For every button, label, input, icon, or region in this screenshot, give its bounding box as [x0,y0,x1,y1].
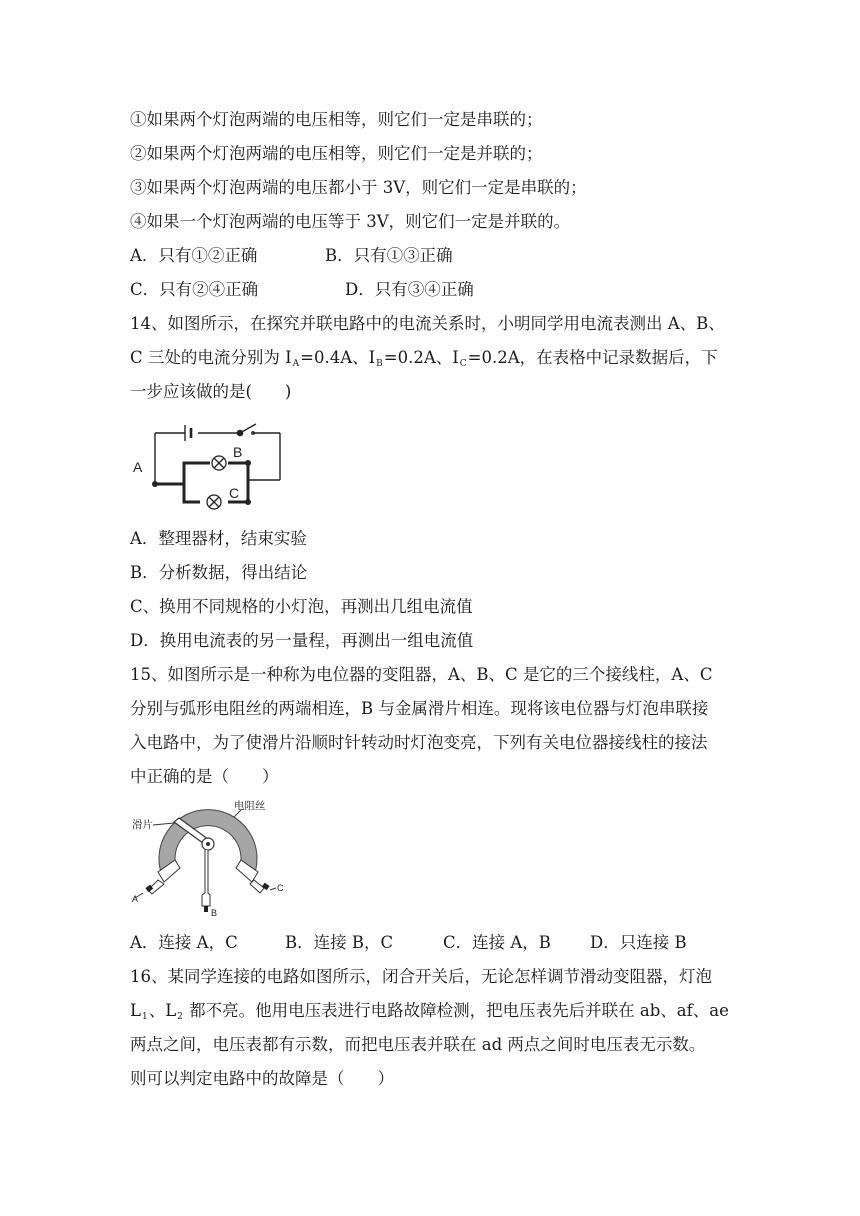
q15-option-b: B．连接 B，C [285,933,394,952]
q13-statement-1: ①如果两个灯泡两端的电压相等，则它们一定是串联的； [130,110,543,129]
q14-option-a: A．整理器材，结束实验 [130,529,307,548]
q13-statement-4: ④如果一个灯泡两端的电压等于 3V，则它们一定是并联的。 [130,212,571,231]
q14-option-b: B．分析数据，得出结论 [130,563,308,582]
q15-label-resistance-wire: 电阻丝 [234,800,266,812]
q15-label-a: A [132,894,139,904]
q13-statement-2: ②如果两个灯泡两端的电压相等，则它们一定是并联的； [130,144,543,163]
q16-stem-line-3: 两点之间，电压表都有示数，而把电压表并联在 ad 两点之间时电压表无示数。 [130,1035,706,1054]
q14-option-c: C、换用不同规格的小灯泡，再测出几组电流值 [130,597,473,616]
q13-statement-3: ③如果两个灯泡两端的电压都小于 3V，则它们一定是串联的； [130,178,587,197]
q14-parallel-circuit-diagram [130,418,290,518]
switch-icon [237,424,256,436]
q15-option-a: A．连接 A，C [130,933,238,952]
lamp-b-icon [212,456,226,470]
q16-stem-line-2: $L_1$、$L_2$ 都不亮。他用电压表进行电路故障检测，把电压表先后并联在 ab、af、ae [130,1001,729,1022]
q15-label-b: B [211,908,218,918]
q14-option-d: D．换用电流表的另一量程，再测出一组电流值 [130,631,474,650]
q15-option-c: C．连接 A，B [443,933,551,952]
q13-option-c: C．只有②④正确 [130,280,259,299]
q13-option-b: B．只有①③正确 [325,246,453,265]
q15-stem-line-2: 分别与弧形电阻丝的两端相连，B 与金属滑片相连。现将该电位器与灯泡串联接 [130,699,709,718]
q14-label-a: A [133,459,143,475]
battery-icon [185,425,191,441]
q15-stem-line-1: 15、如图所示是一种称为电位器的变阻器，A、B、C 是它的三个接线柱，A、C [130,665,713,684]
q14-stem-line-2: C 三处的电流分别为 $I_A=0.4A$、$I_B=0.2A$、$I_C=0.2A$，在表格中记录数据后，下 [130,348,718,369]
q13-option-d: D．只有③④正确 [345,280,474,299]
q15-potentiometer-diagram [130,798,300,918]
q14-stem-line-1: 14、如图所示，在探究并联电路中的电流关系时，小明同学用电流表测出 A、B、 [130,314,725,333]
q16-stem-line-4: 则可以判定电路中的故障是（ ） [130,1069,394,1088]
q16-stem-line-1: 16、某同学连接的电路如图所示，闭合开关后，无论怎样调节滑动变阻器，灯泡 [130,967,712,986]
q15-stem-line-3: 入电路中，为了使滑片沿顺时针转动时灯泡变亮，下列有关电位器接线柱的接法 [130,733,708,752]
q15-stem-line-4: 中正确的是（ ） [130,767,279,786]
q15-label-c: C [277,883,284,893]
q13-option-a: A．只有①②正确 [130,246,258,265]
q15-option-d: D．只连接 B [590,933,687,952]
q14-label-c: C [229,485,240,501]
q14-stem-line-3: 一步应该做的是( ) [130,382,292,401]
lamp-c-icon [207,495,221,509]
q14-label-b: B [233,444,243,460]
q15-label-slider: 滑片 [132,819,153,831]
